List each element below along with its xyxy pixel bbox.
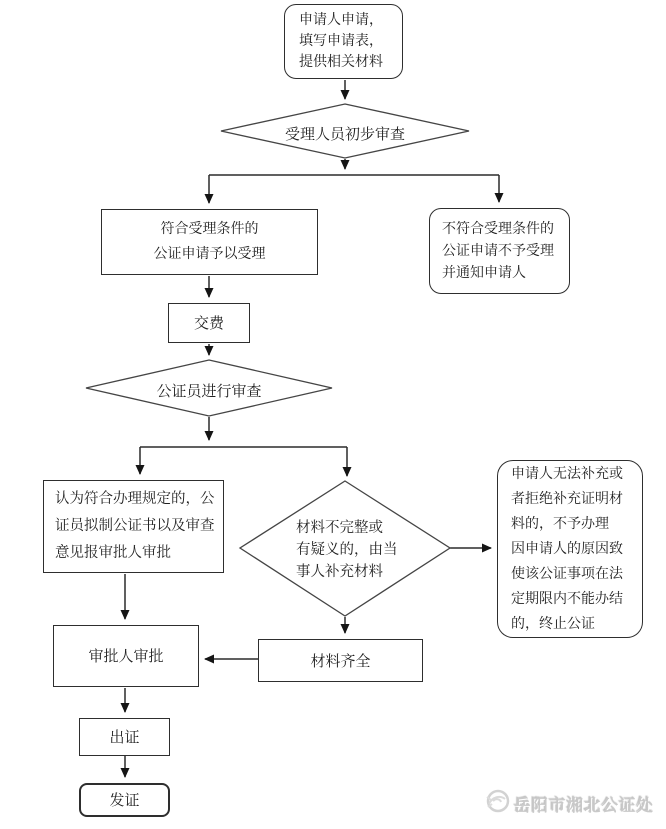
node-deliver-certificate — [79, 783, 170, 817]
node-terminate-line: 者拒绝补充证明材 — [511, 490, 623, 507]
diamond-incomplete-line: 事人补充材料 — [296, 564, 383, 580]
node-start-line: 提供相关材料 — [299, 54, 383, 70]
node-draft-line: 证员拟制公证书以及审查 — [55, 518, 215, 534]
node-issue-certificate-label: 出证 — [109, 728, 140, 746]
diamond-preliminary-review-label: 受理人员初步审查 — [284, 125, 405, 143]
diamond-incomplete-line: 材料不完整或 — [296, 520, 383, 536]
node-terminate-line: 定期限内不能办结 — [511, 590, 623, 607]
node-materials-complete-label: 材料齐全 — [310, 651, 371, 670]
diamond-incomplete-materials-label — [296, 517, 426, 583]
node-draft-line: 认为符合办理规定的，公 — [55, 491, 215, 507]
diamond-notary-review-label: 公证员进行审查 — [156, 382, 262, 400]
watermark-text: 岳阳市湘北公证处 — [514, 796, 654, 815]
node-start — [284, 4, 403, 79]
node-approve-label: 审批人审批 — [88, 647, 164, 665]
node-start-line: 申请人申请， — [299, 12, 383, 28]
node-issue-certificate — [79, 718, 170, 756]
node-terminate — [497, 460, 643, 638]
diamond-incomplete-line: 有疑义的，由当 — [296, 542, 398, 558]
node-terminate-line: 的，终止公证 — [511, 615, 595, 632]
notary-logo-icon — [484, 788, 511, 815]
node-pay — [168, 303, 250, 343]
node-draft-line: 意见报审批人审批 — [55, 545, 171, 561]
node-terminate-line: 使该公证事项在法 — [511, 565, 623, 582]
node-accept — [101, 209, 318, 275]
node-terminate-line: 因申请人的原因致 — [511, 540, 623, 557]
node-reject-line: 不符合受理条件的 — [442, 221, 554, 237]
node-reject — [429, 208, 570, 294]
node-deliver-certificate-label: 发证 — [109, 791, 140, 809]
node-approve — [53, 625, 199, 687]
node-draft — [43, 480, 224, 573]
node-materials-complete — [258, 639, 423, 682]
node-terminate-line: 料的，不予办理 — [511, 515, 609, 532]
node-reject-line: 并通知申请人 — [442, 265, 526, 281]
node-accept-line: 符合受理条件的 — [160, 221, 259, 237]
node-accept-line: 公证申请予以受理 — [153, 246, 266, 262]
node-start-line: 填写申请表， — [299, 33, 383, 49]
node-reject-line: 公证申请不予受理 — [442, 243, 554, 259]
node-pay-label: 交费 — [193, 314, 224, 332]
node-terminate-line: 申请人无法补充或 — [511, 465, 623, 482]
